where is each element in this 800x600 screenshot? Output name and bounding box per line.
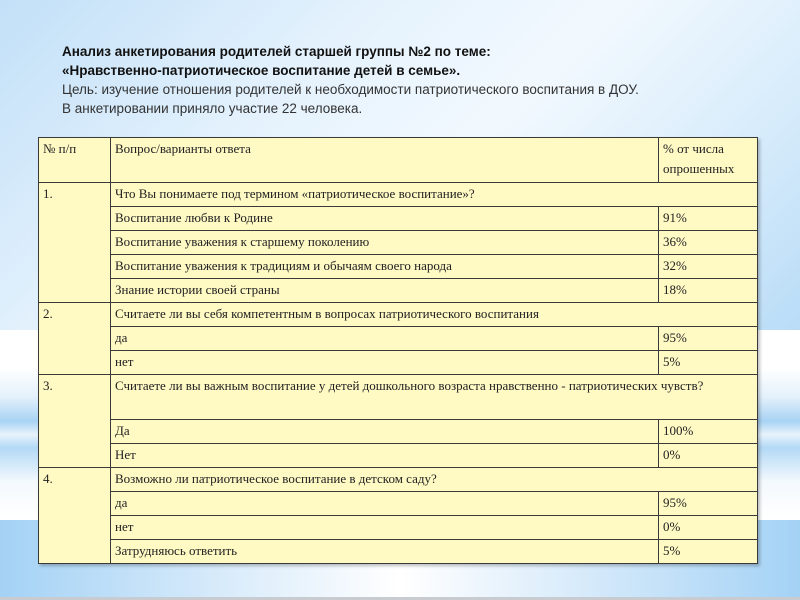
question-number: 2. bbox=[39, 303, 111, 375]
question-number: 1. bbox=[39, 183, 111, 303]
table-row bbox=[39, 279, 758, 303]
answer-label: Знание истории своей страны bbox=[111, 279, 659, 303]
answer-label: нет bbox=[111, 351, 659, 375]
table-row bbox=[39, 516, 758, 540]
table-row bbox=[39, 540, 758, 564]
goal-text: Цель: изучение отношения родителей к необходимости патриотического воспитания в ДОУ. bbox=[62, 82, 639, 97]
answer-label: Да bbox=[111, 420, 659, 444]
table-row bbox=[39, 255, 758, 279]
table-row bbox=[39, 207, 758, 231]
table-row bbox=[39, 327, 758, 351]
table-header-row bbox=[39, 138, 758, 183]
table-row bbox=[39, 231, 758, 255]
title-line-2: «Нравственно-патриотическое воспитание детей в семье». bbox=[62, 63, 461, 78]
answer-percent: 91% bbox=[659, 207, 758, 231]
table-row bbox=[39, 420, 758, 444]
survey-table bbox=[38, 137, 758, 564]
table-row bbox=[39, 303, 758, 327]
question-text: Что Вы понимаете под термином «патриотическое воспитание»? bbox=[111, 183, 758, 207]
slide-heading bbox=[62, 42, 762, 118]
table-row bbox=[39, 492, 758, 516]
answer-percent: 18% bbox=[659, 279, 758, 303]
header-question: Вопрос/варианты ответа bbox=[111, 138, 659, 183]
answer-percent: 95% bbox=[659, 327, 758, 351]
table-row bbox=[39, 468, 758, 492]
answer-label: да bbox=[111, 327, 659, 351]
answer-percent: 100% bbox=[659, 420, 758, 444]
answer-percent: 0% bbox=[659, 444, 758, 468]
header-number: № п/п bbox=[39, 138, 111, 183]
answer-percent: 95% bbox=[659, 492, 758, 516]
table-row bbox=[39, 444, 758, 468]
title-line-1: Анализ анкетирования родителей старшей группы №2 по теме: bbox=[62, 44, 491, 59]
table-row bbox=[39, 183, 758, 207]
answer-label: Воспитание уважения к старшему поколению bbox=[111, 231, 659, 255]
answer-percent: 36% bbox=[659, 231, 758, 255]
participants-text: В анкетировании приняло участие 22 человека. bbox=[62, 101, 363, 116]
table-row bbox=[39, 375, 758, 420]
answer-percent: 5% bbox=[659, 540, 758, 564]
answer-label: да bbox=[111, 492, 659, 516]
answer-percent: 0% bbox=[659, 516, 758, 540]
answer-label: Затрудняюсь ответить bbox=[111, 540, 659, 564]
answer-label: Воспитание уважения к традициям и обычаям своего народа bbox=[111, 255, 659, 279]
question-text: Возможно ли патриотическое воспитание в детском саду? bbox=[111, 468, 758, 492]
answer-percent: 5% bbox=[659, 351, 758, 375]
question-text: Считаете ли вы себя компетентным в вопросах патриотического воспитания bbox=[111, 303, 758, 327]
table-row bbox=[39, 351, 758, 375]
question-number: 4. bbox=[39, 468, 111, 564]
answer-percent: 32% bbox=[659, 255, 758, 279]
answer-label: Нет bbox=[111, 444, 659, 468]
question-text: Считаете ли вы важным воспитание у детей дошкольного возраста нравственно - патриотических чувств? bbox=[111, 375, 758, 420]
answer-label: нет bbox=[111, 516, 659, 540]
answer-label: Воспитание любви к Родине bbox=[111, 207, 659, 231]
question-number: 3. bbox=[39, 375, 111, 468]
header-percent: % от числа опрошенных bbox=[659, 138, 758, 183]
